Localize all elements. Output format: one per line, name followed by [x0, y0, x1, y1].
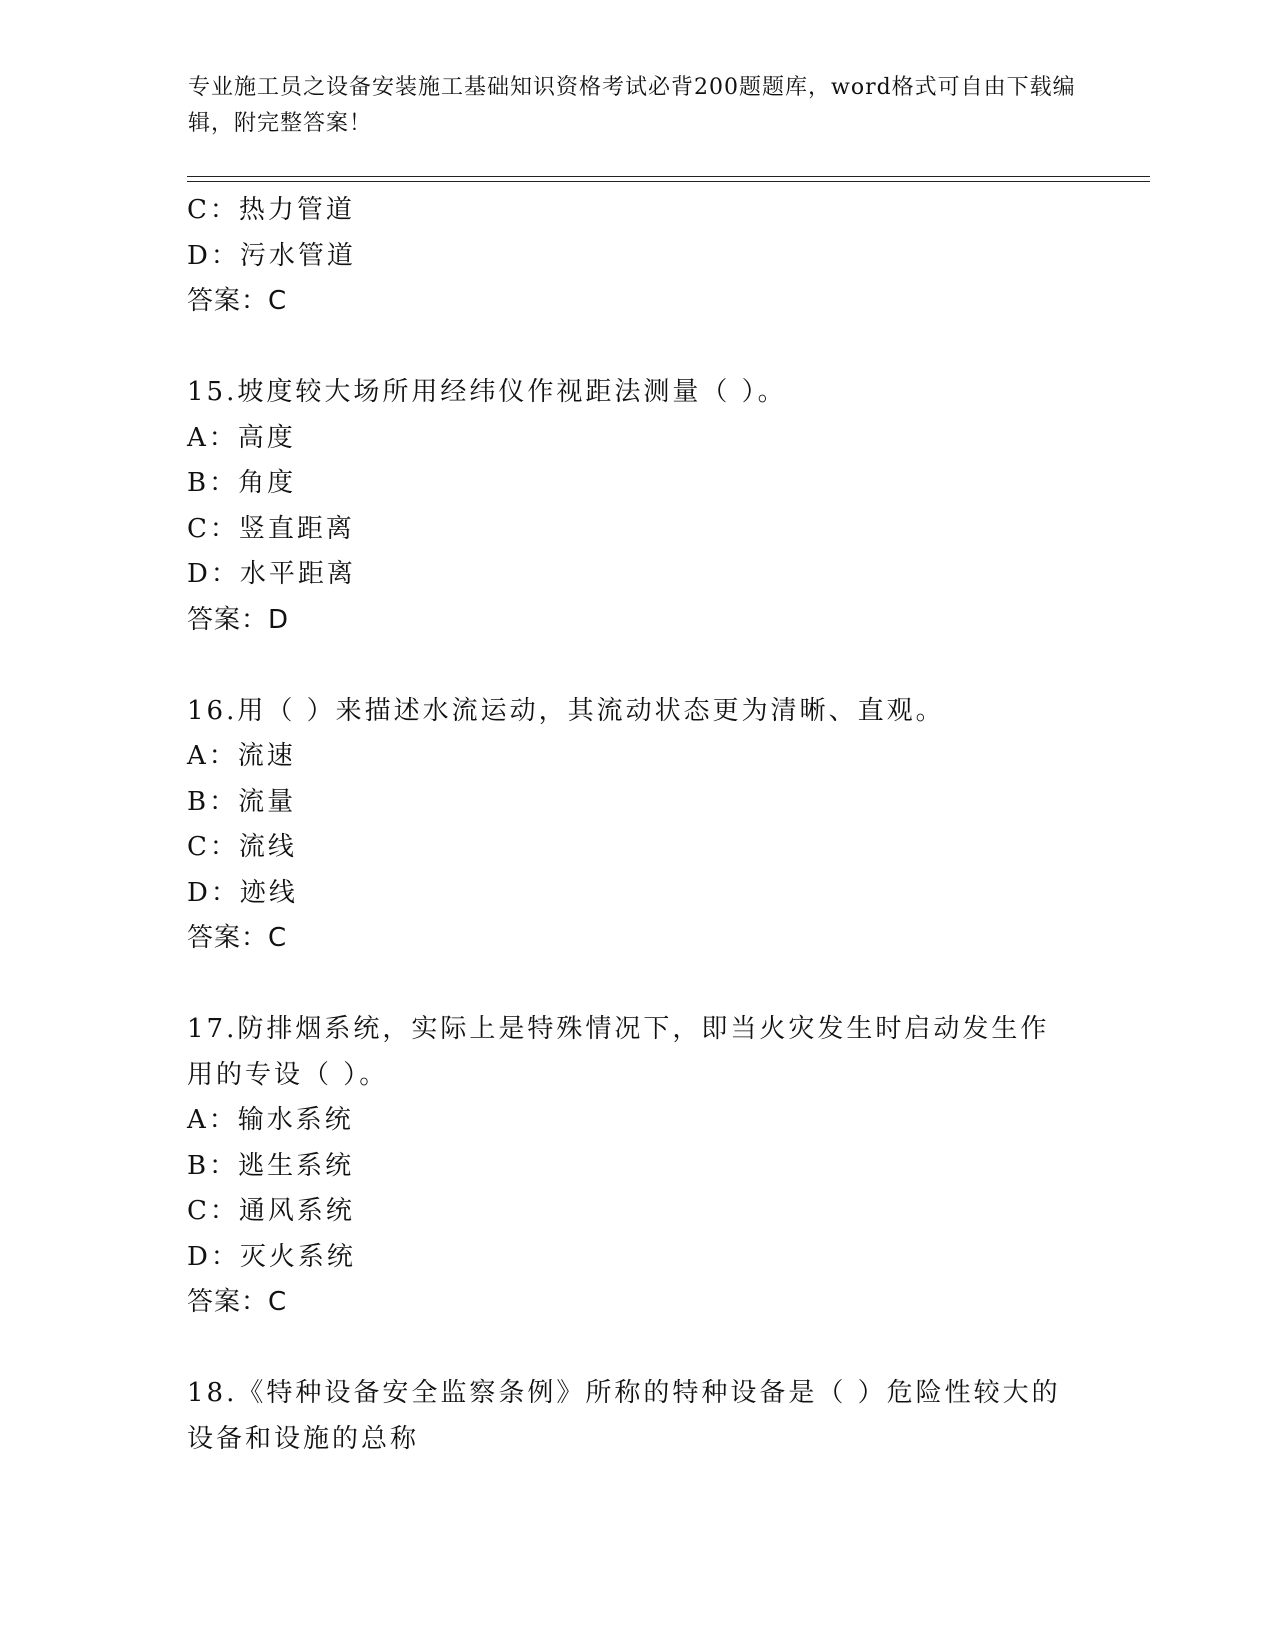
option-c: C：通风系统 — [187, 1196, 355, 1226]
question-block-18 — [187, 1371, 1087, 1462]
option-c: C：竖直距离 — [187, 513, 355, 544]
header-divider-bottom — [187, 181, 1150, 182]
answer-line: 答案：C — [187, 923, 288, 953]
question-title: 15.坡度较大场所用经纬仪作视距法测量（ ）。 — [187, 377, 787, 407]
option-d: D：水平距离 — [187, 559, 356, 589]
question-title: 18.《特种设备安全监察条例》所称的特种设备是（ ）危险性较大的设备和设施的总称 — [187, 1378, 1061, 1454]
option-a: A：高度 — [187, 422, 296, 453]
question-block-15 — [187, 370, 1087, 643]
spacer — [187, 325, 1087, 371]
option-c: C：热力管道 — [187, 195, 355, 225]
option-a: A：输水系统 — [187, 1105, 354, 1135]
answer-line: 答案：D — [187, 604, 290, 635]
spacer — [187, 1326, 1087, 1372]
option-d: D：污水管道 — [187, 240, 356, 271]
question-content — [187, 188, 1087, 1462]
question-block-continued — [187, 188, 1087, 325]
header-title: 专业施工员之设备安装施工基础知识资格考试必背200题题库，word格式可自由下载编辑，附完整答案！ — [188, 75, 1076, 136]
spacer — [187, 643, 1087, 689]
option-d: D：迹线 — [187, 877, 298, 908]
option-a: A：流速 — [187, 741, 296, 771]
option-b: B：角度 — [187, 468, 297, 498]
option-b: B：逃生系统 — [187, 1150, 355, 1181]
answer-line: 答案：C — [187, 286, 288, 316]
option-d: D：灭火系统 — [187, 1241, 356, 1272]
question-title: 16.用（ ）来描述水流运动，其流动状态更为清晰、直观。 — [187, 695, 945, 726]
answer-line: 答案：C — [187, 1287, 288, 1317]
question-block-16 — [187, 689, 1087, 962]
header-divider-top — [187, 176, 1150, 177]
document-header — [188, 70, 1088, 142]
option-c: C：流线 — [187, 832, 297, 862]
spacer — [187, 962, 1087, 1008]
option-b: B：流量 — [187, 786, 297, 817]
question-block-17 — [187, 1007, 1087, 1326]
question-title: 17.防排烟系统，实际上是特殊情况下，即当火灾发生时启动发生作用的专设（ ）。 — [187, 1014, 1050, 1090]
